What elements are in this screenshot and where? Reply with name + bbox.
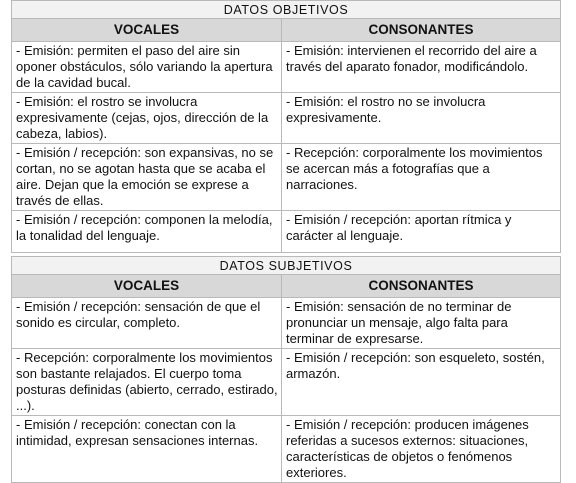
cell-consonantes: - Emisión: intervienen el recorrido del aire a través del aparato fonador, modificándolo. bbox=[282, 42, 561, 93]
cell-consonantes: - Emisión: el rostro no se involucra expresivamente. bbox=[282, 93, 561, 144]
column-header-row bbox=[12, 275, 561, 298]
section-title-row bbox=[12, 1, 561, 19]
cell-consonantes: - Emisión / recepción: producen imágenes referidas a sucesos externos: situaciones, características de objetos o fenómenos exteriores. bbox=[282, 416, 561, 483]
header-consonantes: CONSONANTES bbox=[282, 19, 561, 42]
cell-consonantes: - Emisión / recepción: aportan rítmica y carácter al lenguaje. bbox=[282, 211, 561, 253]
section-title-row bbox=[12, 257, 561, 275]
comparison-table bbox=[11, 0, 561, 483]
cell-vocales: - Emisión / recepción: componen la melodía, la tonalidad del lenguaje. bbox=[12, 211, 282, 253]
section-title-objective: DATOS OBJETIVOS bbox=[12, 1, 561, 19]
table-row bbox=[12, 211, 561, 253]
cell-consonantes: - Recepción: corporalmente los movimientos se acercan más a fotografías que a narraciones. bbox=[282, 144, 561, 211]
cell-vocales: - Emisión: permiten el paso del aire sin oponer obstáculos, sólo variando la apertura de la cavidad bucal. bbox=[12, 42, 282, 93]
table-row bbox=[12, 144, 561, 211]
cell-vocales: - Emisión / recepción: son expansivas, no se cortan, no se agotan hasta que se acaba el aire. Dejan que la emoción se exprese a través de ellas. bbox=[12, 144, 282, 211]
comparison-document bbox=[11, 0, 560, 483]
table-row bbox=[12, 42, 561, 93]
cell-vocales: - Recepción: corporalmente los movimientos son bastante relajados. El cuerpo toma posturas definidas (abierto, cerrado, estirado, ...). bbox=[12, 349, 282, 416]
cell-vocales: - Emisión: el rostro se involucra expresivamente (cejas, ojos, dirección de la cabeza, labios). bbox=[12, 93, 282, 144]
header-vocales: VOCALES bbox=[12, 19, 282, 42]
cell-consonantes: - Emisión / recepción: son esqueleto, sostén, armazón. bbox=[282, 349, 561, 416]
table-row bbox=[12, 93, 561, 144]
column-header-row bbox=[12, 19, 561, 42]
section-title-subjective: DATOS SUBJETIVOS bbox=[12, 257, 561, 275]
table-row bbox=[12, 298, 561, 349]
cell-vocales: - Emisión / recepción: conectan con la intimidad, expresan sensaciones internas. bbox=[12, 416, 282, 483]
cell-vocales: - Emisión / recepción: sensación de que el sonido es circular, completo. bbox=[12, 298, 282, 349]
header-consonantes: CONSONANTES bbox=[282, 275, 561, 298]
table-row bbox=[12, 349, 561, 416]
table-row bbox=[12, 416, 561, 483]
cell-consonantes: - Emisión: sensación de no terminar de pronunciar un mensaje, algo falta para terminar de expresarse. bbox=[282, 298, 561, 349]
header-vocales: VOCALES bbox=[12, 275, 282, 298]
